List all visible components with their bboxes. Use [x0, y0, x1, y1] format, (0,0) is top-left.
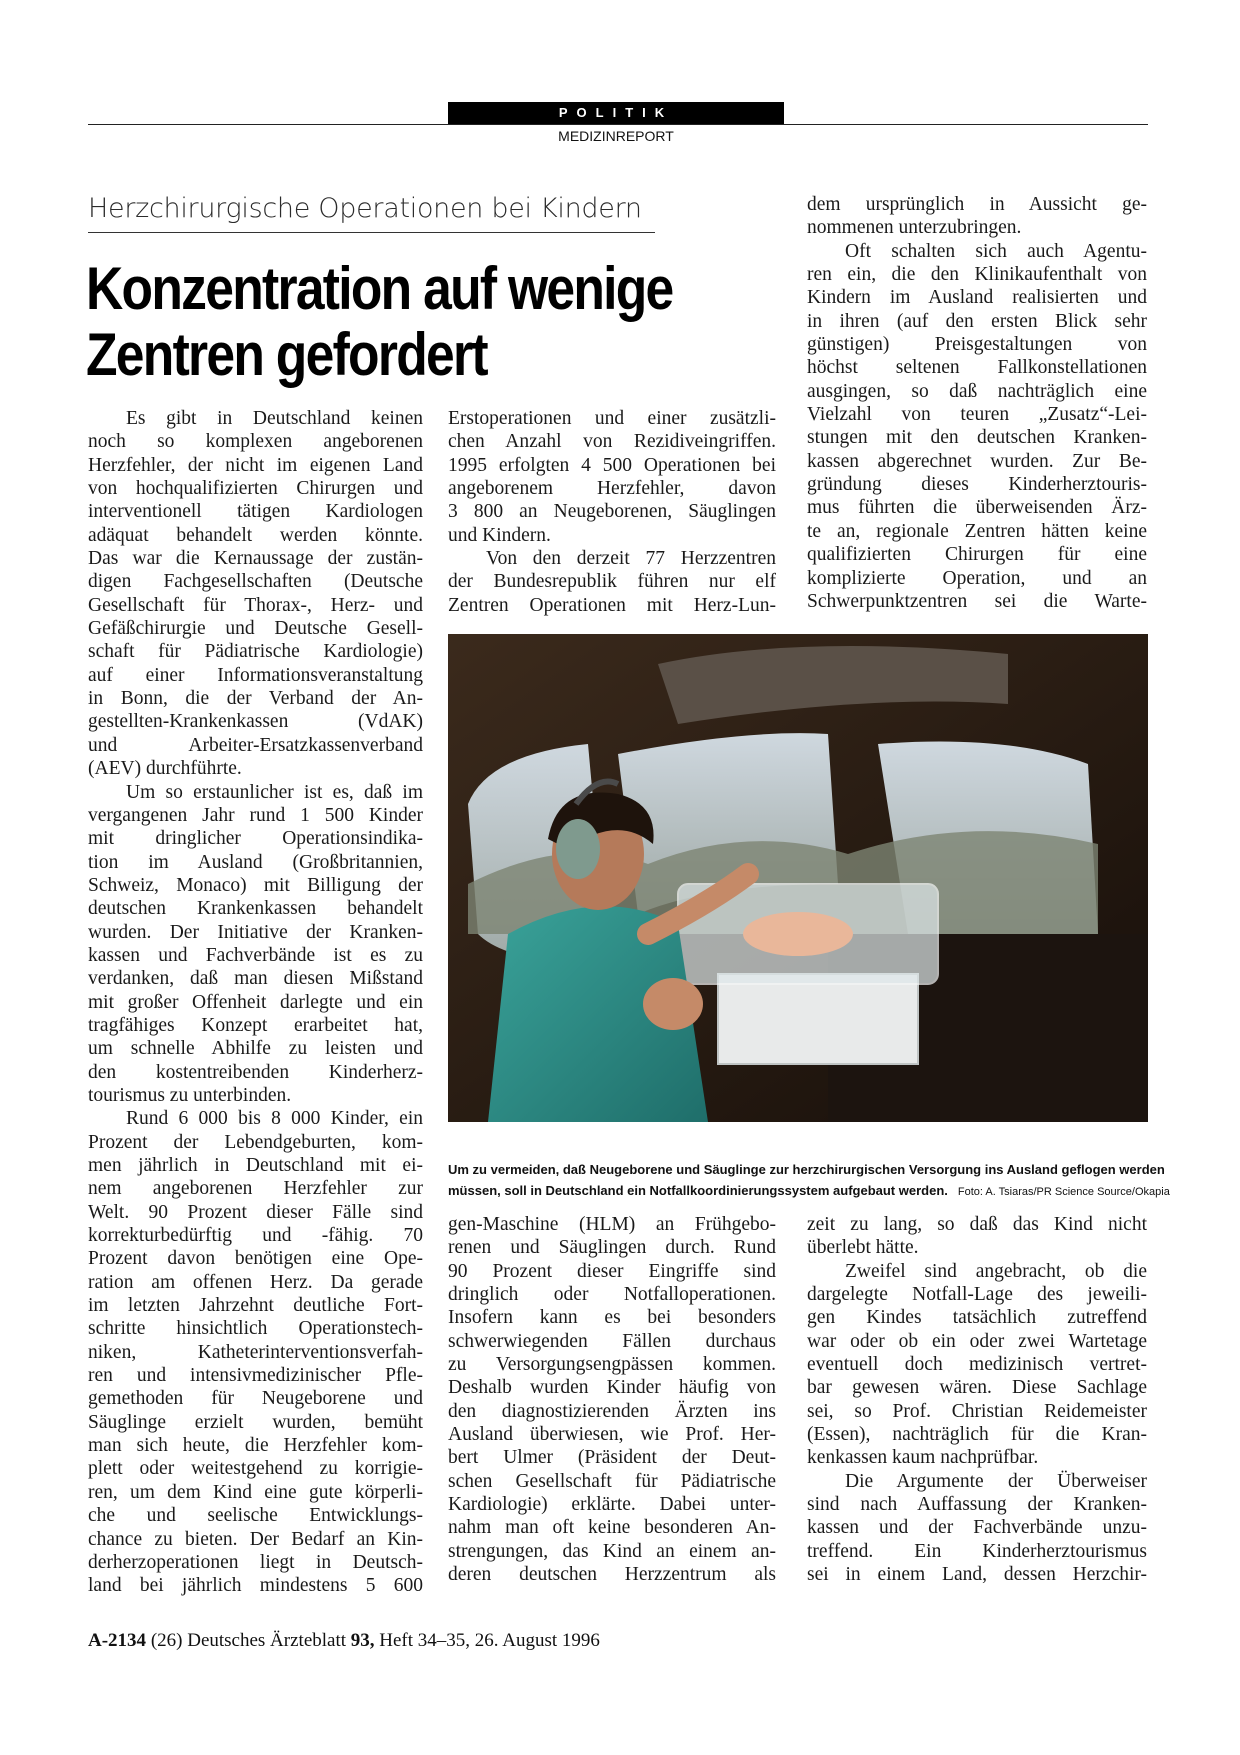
issue-info: Heft 34–35, 26. August 1996 [379, 1630, 600, 1651]
text-line: Gefäßchirurgie und Deutsche Gesell- [88, 618, 423, 640]
text-line: niken, Katheterinterventionsverfah- [88, 1341, 423, 1363]
text-line: bar gewesen wären. Diese Sachlage [807, 1377, 1147, 1399]
text-line: der Bundesrepublik führen nur elf [448, 571, 776, 593]
text-line: Ausland überwiesen, wie Prof. Her- [448, 1424, 776, 1446]
text-line: Kardiologie) erklärte. Dabei unter- [448, 1494, 776, 1516]
text-line: gestellten-Krankenkassen (VdAK) [88, 711, 423, 733]
text-line: Welt. 90 Prozent dieser Fälle sind [88, 1201, 423, 1223]
headline-line: Zentren gefordert [86, 321, 487, 388]
text-line: kassen und der Fachverbände unzu- [807, 1517, 1147, 1539]
footer-text: (26) Deutsches Ärzteblatt [150, 1630, 347, 1651]
text-line: gen Kindes tatsächlich zutreffend [807, 1307, 1147, 1329]
text-line: und Arbeiter-Ersatzkassenverband [88, 734, 423, 756]
text-line: vergangenen Jahr rund 1 500 Kinder [88, 804, 423, 826]
text-line: men jährlich in Deutschland mit ei- [88, 1155, 423, 1176]
text-line: ren und intensivmedizinischer Pfle- [88, 1365, 423, 1387]
header-rule [88, 124, 1148, 125]
text-line: ren, um dem Kind eine gute körperli- [88, 1481, 423, 1503]
text-line: interventionell tätigen Kardiologen [88, 501, 423, 523]
photo-credit: Foto: A. Tsiaras/PR Science Source/Okapia [957, 1186, 1170, 1198]
text-line: komplizierte Operation, und an [807, 567, 1147, 589]
text-line: Schweiz, Monaco) mit Billigung der [88, 874, 423, 896]
text-line: te an, regionale Zentren hätten keine [807, 520, 1147, 542]
body-column-2-top [448, 407, 776, 617]
text-line: im letzten Jahrzehnt deutliche Fort- [88, 1295, 423, 1317]
text-line: sei, so Prof. Christian Reidemeister [807, 1400, 1147, 1422]
baby [743, 912, 853, 956]
text-line: bert Ulmer (Präsident der Deut- [448, 1447, 776, 1469]
text-line: in Bonn, die der Verband der An- [88, 688, 423, 710]
text-line: überlebt hätte. [807, 1237, 919, 1259]
text-line: tourismus zu unterbinden. [88, 1084, 292, 1106]
text-line: zu Versorgungsengpässen kommen. [448, 1354, 776, 1376]
text-line: ausgingen, so daß nachträglich eine [807, 380, 1147, 402]
text-line: 1995 erfolgten 4 500 Operationen bei [448, 454, 776, 476]
page-id: A-2134 [88, 1630, 147, 1651]
text-line: mit großer Offenheit darlegte und ein [88, 991, 423, 1013]
text-line: deren deutschen Herzzentrum als [448, 1564, 776, 1586]
text-line: treffend. Ein Kinderherztourismus [807, 1540, 1147, 1562]
text-line: gemethoden für Neugeborene und [88, 1388, 423, 1410]
text-line: mit dringlicher Operationsindika- [88, 828, 423, 850]
text-line: dargelegte Notfall-Lage des jeweili- [807, 1284, 1147, 1306]
text-line: strengungen, das Kind an einem an- [448, 1540, 776, 1562]
text-line: Das war die Kernaussage der zustän- [88, 548, 423, 570]
text-line: eventuell doch medizinisch vertret- [807, 1354, 1147, 1376]
text-line: nommenen unterzubringen. [807, 217, 1022, 239]
text-line: Die Argumente der Überweiser [845, 1470, 1147, 1492]
text-line: wurden. Der Initiative der Kranken- [88, 921, 423, 943]
text-line: und Kindern. [448, 524, 551, 546]
caption-line: Um zu vermeiden, daß Neugeborene und Säuglinge zur herzchirurgischen Versorgung ins Ausland geflogen werden [448, 1162, 1165, 1177]
text-line: sind nach Auffassung der Kranken- [807, 1494, 1147, 1516]
caption-line [448, 1180, 1170, 1201]
text-line: günstigen) Preisgestaltungen von [807, 334, 1147, 356]
text-line: Insofern kann es bei besonders [448, 1307, 776, 1329]
text-line: deutschen Krankenkassen behandelt [88, 898, 423, 920]
volume-number: 93, [350, 1630, 375, 1651]
text-line: mus führten die überweisenden Ärz- [807, 497, 1147, 519]
text-line: Schwerpunktzentren sei die Warte- [807, 590, 1147, 612]
text-line: (AEV) durchführte. [88, 758, 242, 780]
text-line: von hochqualifizierten Chirurgen und [88, 478, 423, 500]
body-column-1 [88, 407, 423, 1598]
text-line: 90 Prozent dieser Eingriffe sind [448, 1260, 776, 1282]
text-line: gen-Maschine (HLM) an Frühgebo- [448, 1214, 776, 1235]
text-line: zeit zu lang, so daß das Kind nicht [807, 1214, 1147, 1235]
text-line: auf einer Informationsveranstaltung [88, 664, 423, 686]
text-line: renen und Säuglingen durch. Rund [448, 1237, 776, 1259]
text-line: Gesellschaft für Thorax-, Herz- und [88, 594, 423, 616]
text-line: Rund 6 000 bis 8 000 Kinder, ein [126, 1108, 423, 1130]
text-line: nahm man oft keine besonderen An- [448, 1517, 776, 1539]
text-line: plett oder weitestgehend zu korrigie- [88, 1458, 423, 1480]
text-line: adäquat behandelt werden könnte. [88, 524, 423, 546]
text-line: Von den derzeit 77 Herzzentren [486, 548, 776, 570]
text-line: angeborenem Herzfehler, davon [448, 478, 776, 500]
text-line: Oft schalten sich auch Agentu- [845, 240, 1147, 262]
headline-line: Konzentration auf wenige [86, 255, 673, 322]
text-line: kenkassen kaum nachprüfbar. [807, 1447, 1039, 1469]
text-line: (Essen), nachträglich für die Kran- [807, 1424, 1147, 1446]
text-line: che und seelische Entwicklungs- [88, 1505, 423, 1527]
text-line: Herzfehler, der nicht im eigenen Land [88, 454, 423, 476]
article-kicker: Herzchirurgische Operationen bei Kindern [88, 193, 642, 224]
article-photo [448, 634, 1148, 1122]
text-line: dringlich oder Notfalloperationen. [448, 1284, 776, 1306]
kicker-rule [88, 232, 655, 233]
text-line: noch so komplexen angeborenen [88, 431, 423, 453]
text-line: ren ein, die den Klinikaufenthalt von [807, 264, 1147, 286]
text-line: chance zu bieten. Der Bedarf an Kin- [88, 1528, 423, 1550]
text-line: Zweifel sind angebracht, ob die [845, 1260, 1147, 1282]
text-line: derherzoperationen liegt in Deutsch- [88, 1551, 423, 1573]
photo-caption [448, 1159, 1170, 1201]
body-column-3-top [807, 193, 1147, 613]
doctor-hand [643, 978, 703, 1030]
text-line: tion im Ausland (Großbritannien, [88, 851, 423, 873]
text-line: in ihren (auf den ersten Blick sehr [807, 310, 1147, 332]
text-line: land bei jährlich mindestens 5 600 [88, 1575, 423, 1597]
text-line: Um so erstaunlicher ist es, daß im [126, 781, 423, 803]
text-line: schaft für Pädiatrische Kardiologie) [88, 641, 423, 663]
text-line: schen Gesellschaft für Pädiatrische [448, 1470, 776, 1492]
body-column-2-bottom [448, 1213, 776, 1587]
caption-text: müssen, soll in Deutschland ein Notfallkoordinierungssystem aufgebaut werden. [448, 1183, 948, 1198]
article-headline [86, 256, 671, 388]
text-line: den kostentreibenden Kinderherz- [88, 1061, 423, 1083]
text-line: kassen und Fachverbände ist es zu [88, 944, 423, 966]
text-line: korrekturbedürftig und -fähig. 70 [88, 1225, 423, 1247]
text-line: Kindern im Ausland realisierten und [807, 287, 1147, 309]
text-line: man sich heute, die Herzfehler kom- [88, 1435, 423, 1457]
text-line: sei in einem Land, dessen Herzchir- [807, 1564, 1147, 1586]
text-line: qualifizierten Chirurgen für eine [807, 544, 1147, 566]
text-line: nem angeborenen Herzfehler zur [88, 1178, 423, 1200]
text-line: Deshalb wurden Kinder häufig von [448, 1377, 776, 1399]
incubator-base [718, 974, 918, 1064]
text-line: ration am offenen Herz. Da gerade [88, 1271, 423, 1293]
subsection-label: MEDIZINREPORT [558, 128, 674, 144]
text-line: schwerwiegenden Fällen durchaus [448, 1330, 776, 1352]
text-line: dem ursprünglich in Aussicht ge- [807, 194, 1147, 215]
text-line: Erstoperationen und einer zusätzli- [448, 408, 776, 429]
text-line: 3 800 an Neugeborenen, Säuglingen [448, 501, 776, 523]
text-line: digen Fachgesellschaften (Deutsche [88, 571, 423, 593]
text-line: chen Anzahl von Rezidiveingriffen. [448, 431, 776, 453]
text-line: höchst seltenen Fallkonstellationen [807, 357, 1147, 379]
text-line: Prozent davon benötigen eine Ope- [88, 1248, 423, 1270]
text-line: Prozent der Lebendgeburten, kom- [88, 1131, 423, 1153]
text-line: stungen mit den deutschen Kranken- [807, 427, 1147, 449]
text-line: Vielzahl von teuren „Zusatz“-Lei- [807, 404, 1147, 426]
text-line: war oder ob ein oder zwei Wartetage [807, 1330, 1147, 1352]
section-label: POLITIK [448, 102, 784, 124]
body-column-3-bottom [807, 1213, 1147, 1587]
text-line: Zentren Operationen mit Herz-Lun- [448, 594, 776, 616]
text-line: Säuglinge erzielt wurden, bemüht [88, 1411, 423, 1433]
text-line: schritte hinsichtlich Operationstech- [88, 1318, 423, 1340]
page-footer [88, 1630, 600, 1652]
text-line: gründung dieses Kinderherztouris- [807, 474, 1147, 496]
text-line: kassen abgerechnet wurden. Zur Be- [807, 450, 1147, 472]
text-line: tragfähiges Konzept erarbeitet hat, [88, 1014, 423, 1036]
text-line: verdanken, daß man diesen Mißstand [88, 968, 423, 990]
text-line: um schnelle Abhilfe zu leisten und [88, 1038, 423, 1060]
text-line: Es gibt in Deutschland keinen [126, 408, 423, 429]
headset-earcup [556, 819, 600, 879]
text-line: den diagnostizierenden Ärzten ins [448, 1400, 776, 1422]
